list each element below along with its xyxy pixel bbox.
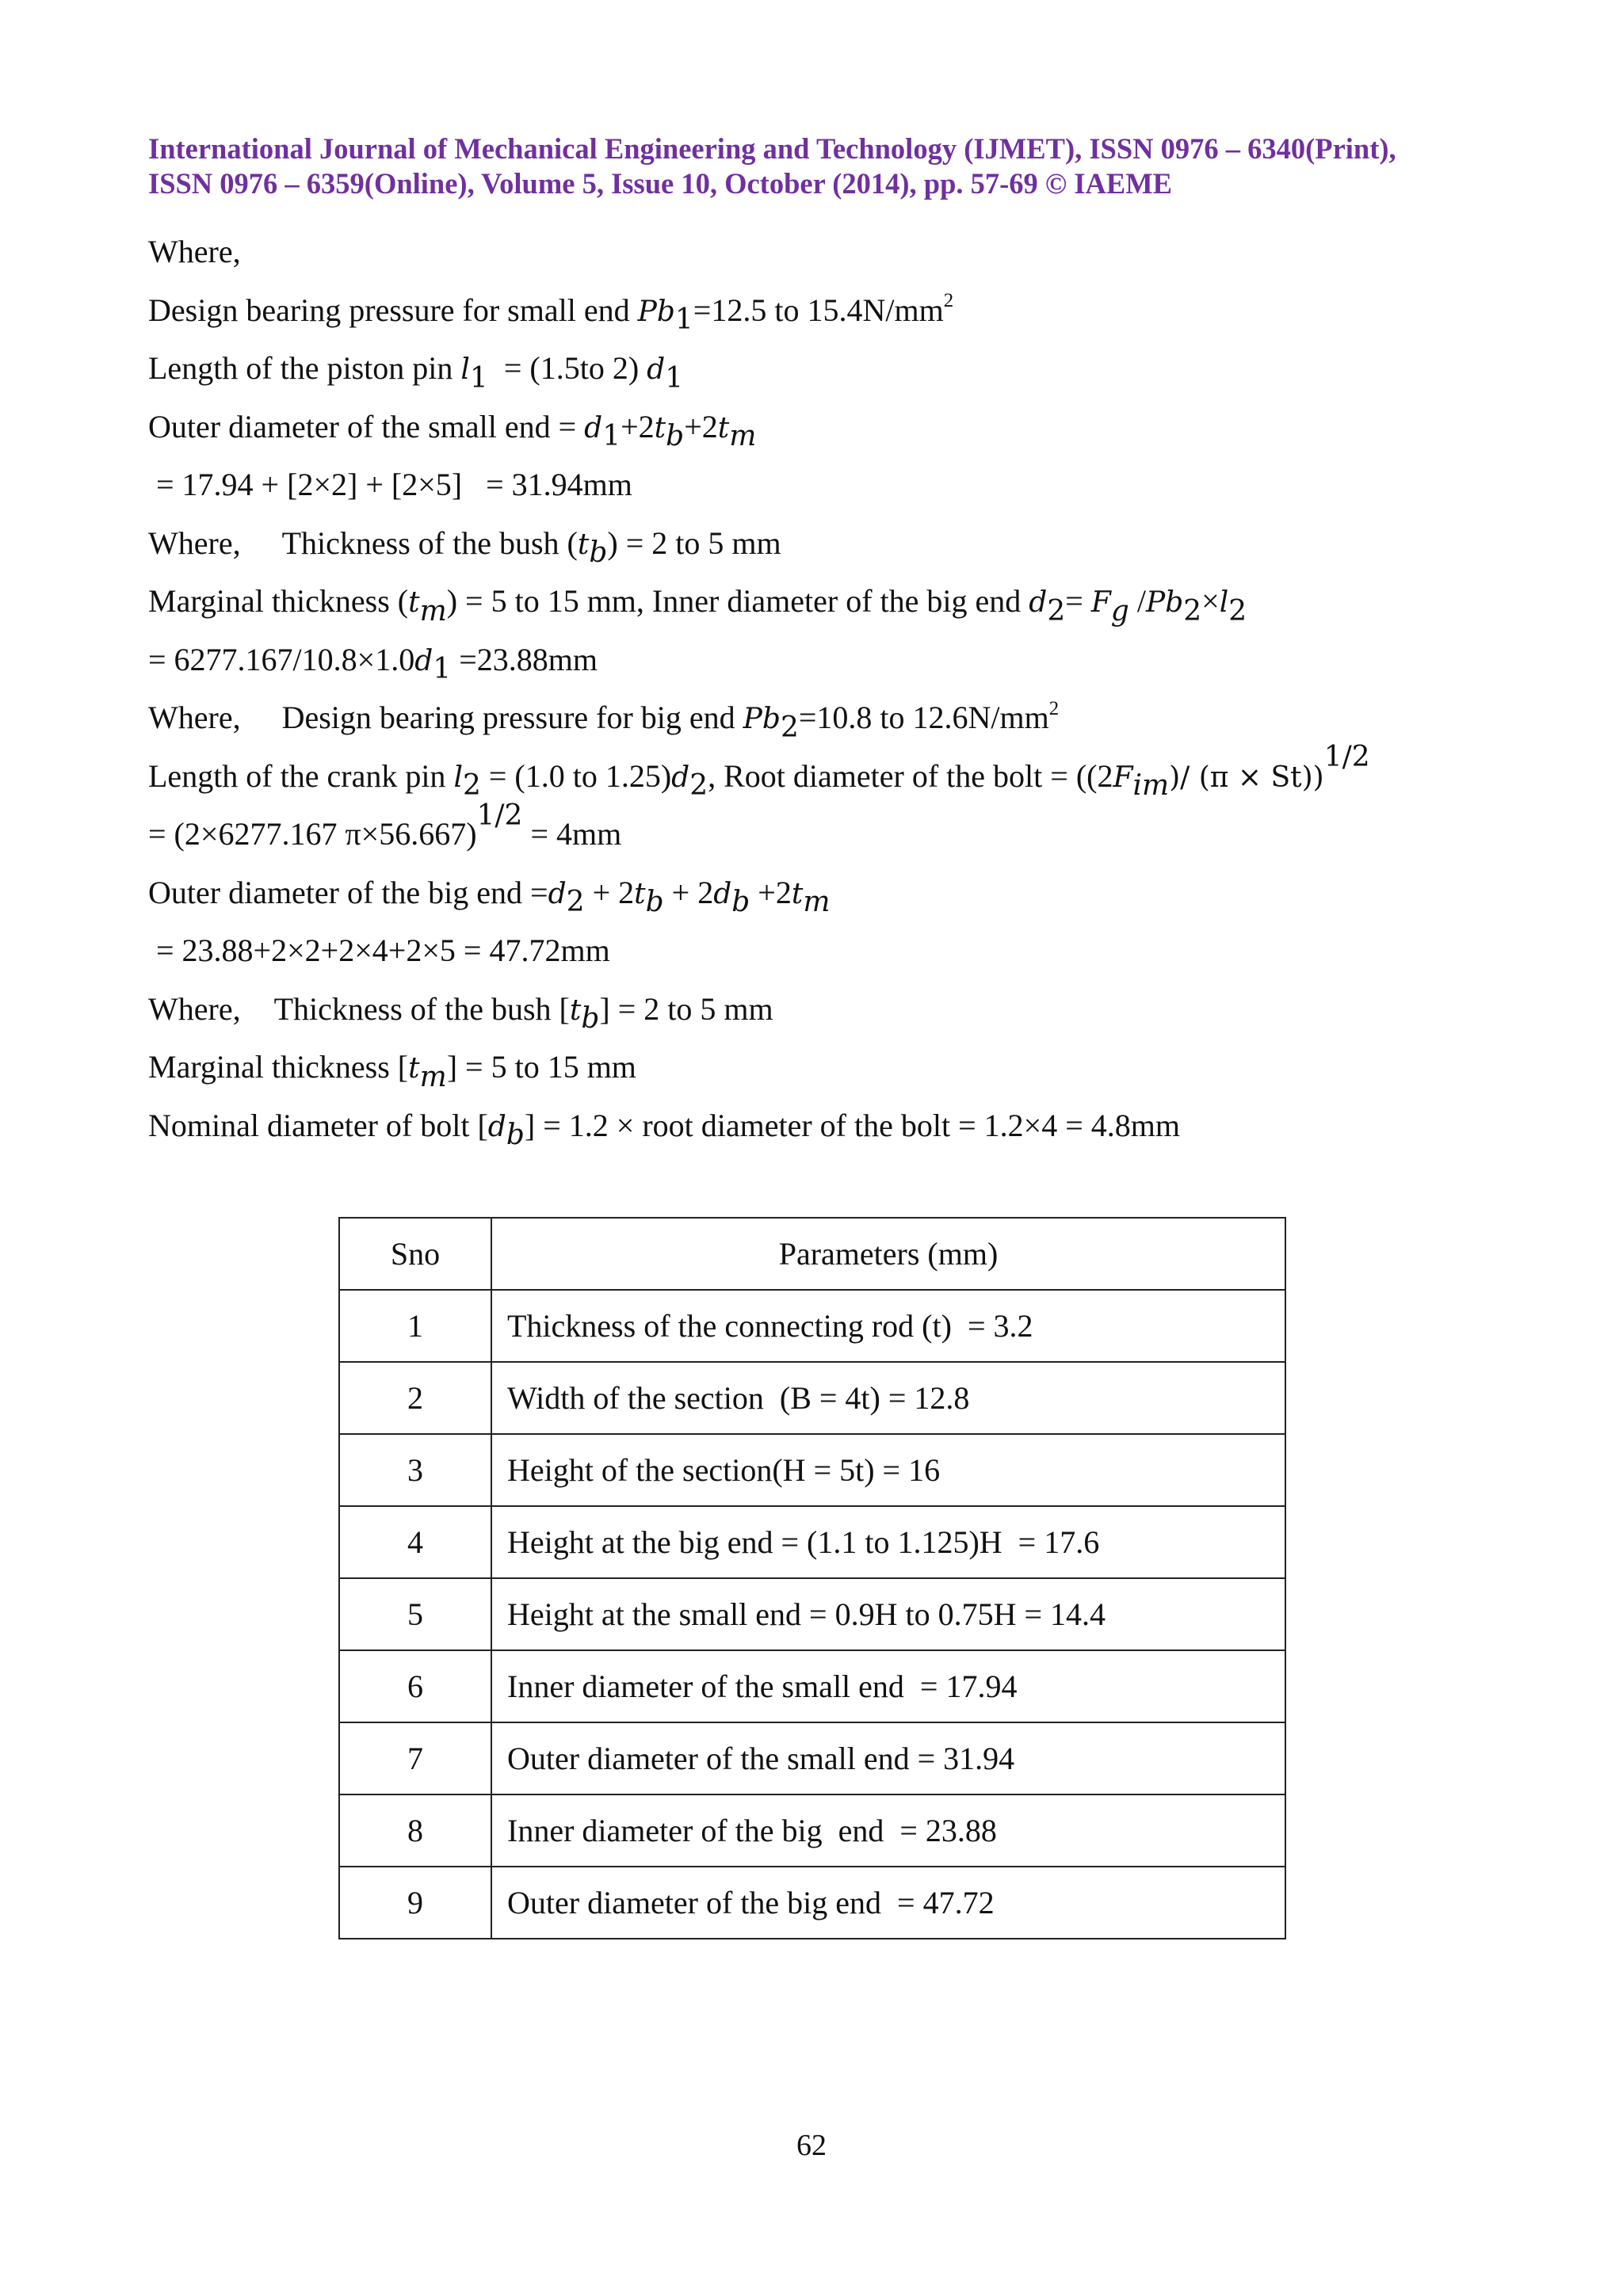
cell-parameter: Width of the section (B = 4t) = 12.8: [491, 1362, 1285, 1434]
math-subscript: 2: [689, 769, 708, 803]
text-span: ] = 2 to 5 mm: [599, 990, 773, 1027]
body-line-3: [148, 350, 1511, 409]
math-subscript: im: [1132, 769, 1170, 803]
math-subscript: b: [666, 420, 685, 453]
text-span: , Root diameter of the bolt = ((2: [708, 757, 1113, 794]
table-row: [339, 1650, 1285, 1722]
cell-sno: 8: [339, 1794, 491, 1867]
math-var: t: [791, 877, 804, 910]
cell-parameter: Height of the section(H = 5t) = 16: [491, 1434, 1285, 1506]
text-span: =12.5 to 15.4N/mm: [693, 292, 944, 328]
body-line-9: [148, 697, 1511, 758]
text-span: +2: [684, 408, 718, 444]
math-subscript: m: [419, 1060, 447, 1093]
math-var: d: [647, 353, 666, 386]
cell-sno: 4: [339, 1506, 491, 1578]
math-var: t: [408, 586, 420, 619]
math-subscript: 2: [1047, 594, 1066, 627]
body-text: [148, 234, 1511, 1165]
cell-parameter: Height at the small end = 0.9H to 0.75H = 14.4: [491, 1578, 1285, 1650]
math-var: d: [487, 1110, 506, 1143]
text-span: = (1.5to 2): [487, 350, 647, 386]
math-var: F: [1113, 761, 1133, 794]
cell-sno: 7: [339, 1722, 491, 1794]
body-line-5: = 17.94 + [2×2] + [2×5] = 31.94mm: [148, 467, 632, 502]
text-span: Thickness of the bush (: [281, 524, 578, 561]
text-span: Where,: [148, 990, 241, 1027]
math-subscript: 1: [469, 361, 488, 395]
cell-sno: 5: [339, 1578, 491, 1650]
text-span: = 6277.167/10.8×1.0: [148, 641, 415, 677]
math-subscript: 2: [780, 711, 799, 744]
math-subscript: 2: [1183, 594, 1202, 627]
text-span: Where,: [148, 524, 241, 561]
cell-parameter: Inner diameter of the small end = 17.94: [491, 1650, 1285, 1722]
text-span: Thickness of the bush [: [273, 990, 570, 1027]
math-subscript: m: [803, 886, 831, 919]
body-line-13: = 23.88+2×2+2×4+2×5 = 47.72mm: [148, 933, 610, 968]
table-row: [339, 1362, 1285, 1434]
text-span: + 2: [584, 874, 635, 910]
math-subscript: b: [581, 1002, 600, 1035]
text-span: ] = 5 to 15 mm: [446, 1049, 636, 1085]
text-span: = (1.0 to 1.25): [480, 757, 672, 794]
table-row: [339, 1722, 1285, 1794]
math-var: F: [1090, 586, 1111, 619]
math-var: t: [634, 877, 646, 910]
cell-parameter: Outer diameter of the small end = 31.94: [491, 1722, 1285, 1794]
text-span: Outer diameter of the big end =: [148, 874, 548, 910]
table-row: [339, 1794, 1285, 1867]
math-var: d: [1029, 586, 1048, 619]
math-var: t: [577, 528, 590, 561]
math-subscript: b: [731, 886, 750, 919]
text-span: /: [1128, 583, 1146, 619]
text-span: = 4mm: [522, 816, 622, 852]
math-subscript: 1: [602, 420, 621, 453]
cell-parameter: Thickness of the connecting rod (t) = 3.2: [491, 1290, 1285, 1362]
text-span: Where,: [148, 234, 241, 269]
math-var: t: [717, 411, 730, 444]
cell-sno: 3: [339, 1434, 491, 1506]
text-span: )/ (π × St)): [1169, 761, 1324, 794]
math-var: t: [654, 411, 666, 444]
math-var: l: [460, 353, 470, 386]
table-header-row: [339, 1218, 1285, 1290]
body-line-7: [148, 583, 1511, 642]
table-row: [339, 1506, 1285, 1578]
math-var: l: [453, 761, 463, 794]
math-var: t: [569, 994, 582, 1027]
superscript: 2: [943, 290, 954, 312]
cell-sno: 1: [339, 1290, 491, 1362]
parameters-table: [338, 1217, 1286, 1939]
text-span: ×: [1201, 583, 1220, 619]
text-span: = (2×6277.167 π×56.667): [148, 816, 477, 852]
text-span: + 2: [663, 874, 714, 910]
page-number: 62: [796, 2129, 827, 2162]
text-span: +2: [621, 408, 655, 444]
math-subscript: 2: [462, 769, 481, 803]
math-subscript: 2: [566, 886, 585, 919]
table-row: [339, 1434, 1285, 1506]
superscript: 1/2: [1323, 741, 1370, 774]
text-span: Where,: [148, 700, 241, 735]
cell-parameter: Height at the big end = (1.1 to 1.125)H = 17.6: [491, 1506, 1285, 1578]
body-line-2: [148, 292, 1511, 351]
math-subscript: 1: [433, 653, 452, 686]
body-line-14: [148, 991, 1511, 1050]
math-subscript: m: [729, 420, 757, 453]
table-row: [339, 1867, 1285, 1939]
math-var: t: [408, 1052, 420, 1085]
superscript: 1/2: [476, 799, 523, 832]
math-subscript: g: [1110, 594, 1129, 627]
math-subscript: b: [506, 1119, 525, 1152]
text-span: =10.8 to 12.6N/mm: [798, 700, 1049, 735]
cell-parameter: Outer diameter of the big end = 47.72: [491, 1867, 1285, 1939]
math-var: Pb: [1145, 586, 1184, 619]
math-subscript: 1: [674, 303, 693, 337]
math-var: d: [671, 761, 690, 794]
body-line-12: [148, 875, 1511, 933]
table-row: [339, 1578, 1285, 1650]
superscript: 2: [1048, 697, 1060, 719]
text-span: Length of the piston pin: [148, 350, 461, 386]
table-row: [339, 1290, 1285, 1362]
text-span: ) = 5 to 15 mm, Inner diameter of the big end: [446, 583, 1029, 619]
cell-parameter: Inner diameter of the big end = 23.88: [491, 1794, 1285, 1867]
math-var: Pb: [637, 295, 675, 328]
text-span: ] = 1.2 × root diameter of the bolt = 1.2×4 = 4.8mm: [524, 1107, 1180, 1143]
body-line-11: [148, 799, 1511, 875]
body-line-10: [148, 741, 1511, 817]
math-var: d: [414, 644, 433, 677]
body-line-4: [148, 409, 1511, 467]
text-span: Design bearing pressure for small end: [148, 292, 638, 328]
text-span: +2: [750, 874, 792, 910]
math-var: d: [548, 877, 567, 910]
text-span: Marginal thickness [: [148, 1049, 409, 1085]
math-subscript: b: [645, 886, 664, 919]
math-var: d: [713, 877, 732, 910]
text-span: Nominal diameter of bolt [: [148, 1107, 488, 1143]
body-line-1: [148, 234, 1511, 292]
text-span: Design bearing pressure for big end: [281, 700, 743, 735]
text-span: Length of the crank pin: [148, 757, 454, 794]
body-line-16: [148, 1108, 1511, 1166]
math-subscript: m: [419, 594, 447, 627]
cell-sno: 2: [339, 1362, 491, 1434]
math-subscript: 1: [665, 361, 684, 395]
text-span: Marginal thickness (: [148, 583, 409, 619]
text-span: ) = 2 to 5 mm: [607, 524, 781, 561]
math-var: Pb: [743, 703, 781, 735]
cell-sno: 9: [339, 1867, 491, 1939]
math-var: l: [1219, 586, 1229, 619]
body-line-15: [148, 1049, 1511, 1108]
journal-header-line-2: ISSN 0976 – 6359(Online), Volume 5, Issue 10, October (2014), pp. 57-69 © IAEME: [148, 167, 1173, 200]
math-subscript: 2: [1228, 594, 1247, 627]
body-line-8: [148, 642, 1511, 700]
header-sno: Sno: [339, 1218, 491, 1290]
header-parameters: Parameters (mm): [491, 1218, 1285, 1290]
cell-sno: 6: [339, 1650, 491, 1722]
math-var: d: [584, 411, 603, 444]
journal-header: [148, 132, 1495, 201]
text-span: =23.88mm: [451, 641, 598, 677]
math-subscript: b: [589, 536, 608, 570]
text-span: Outer diameter of the small end =: [148, 408, 585, 444]
body-line-6: [148, 525, 1511, 584]
journal-header-line-1: International Journal of Mechanical Engineering and Technology (IJMET), ISSN 0976 – 6340(Print),: [148, 132, 1396, 165]
text-span: =: [1065, 583, 1091, 619]
